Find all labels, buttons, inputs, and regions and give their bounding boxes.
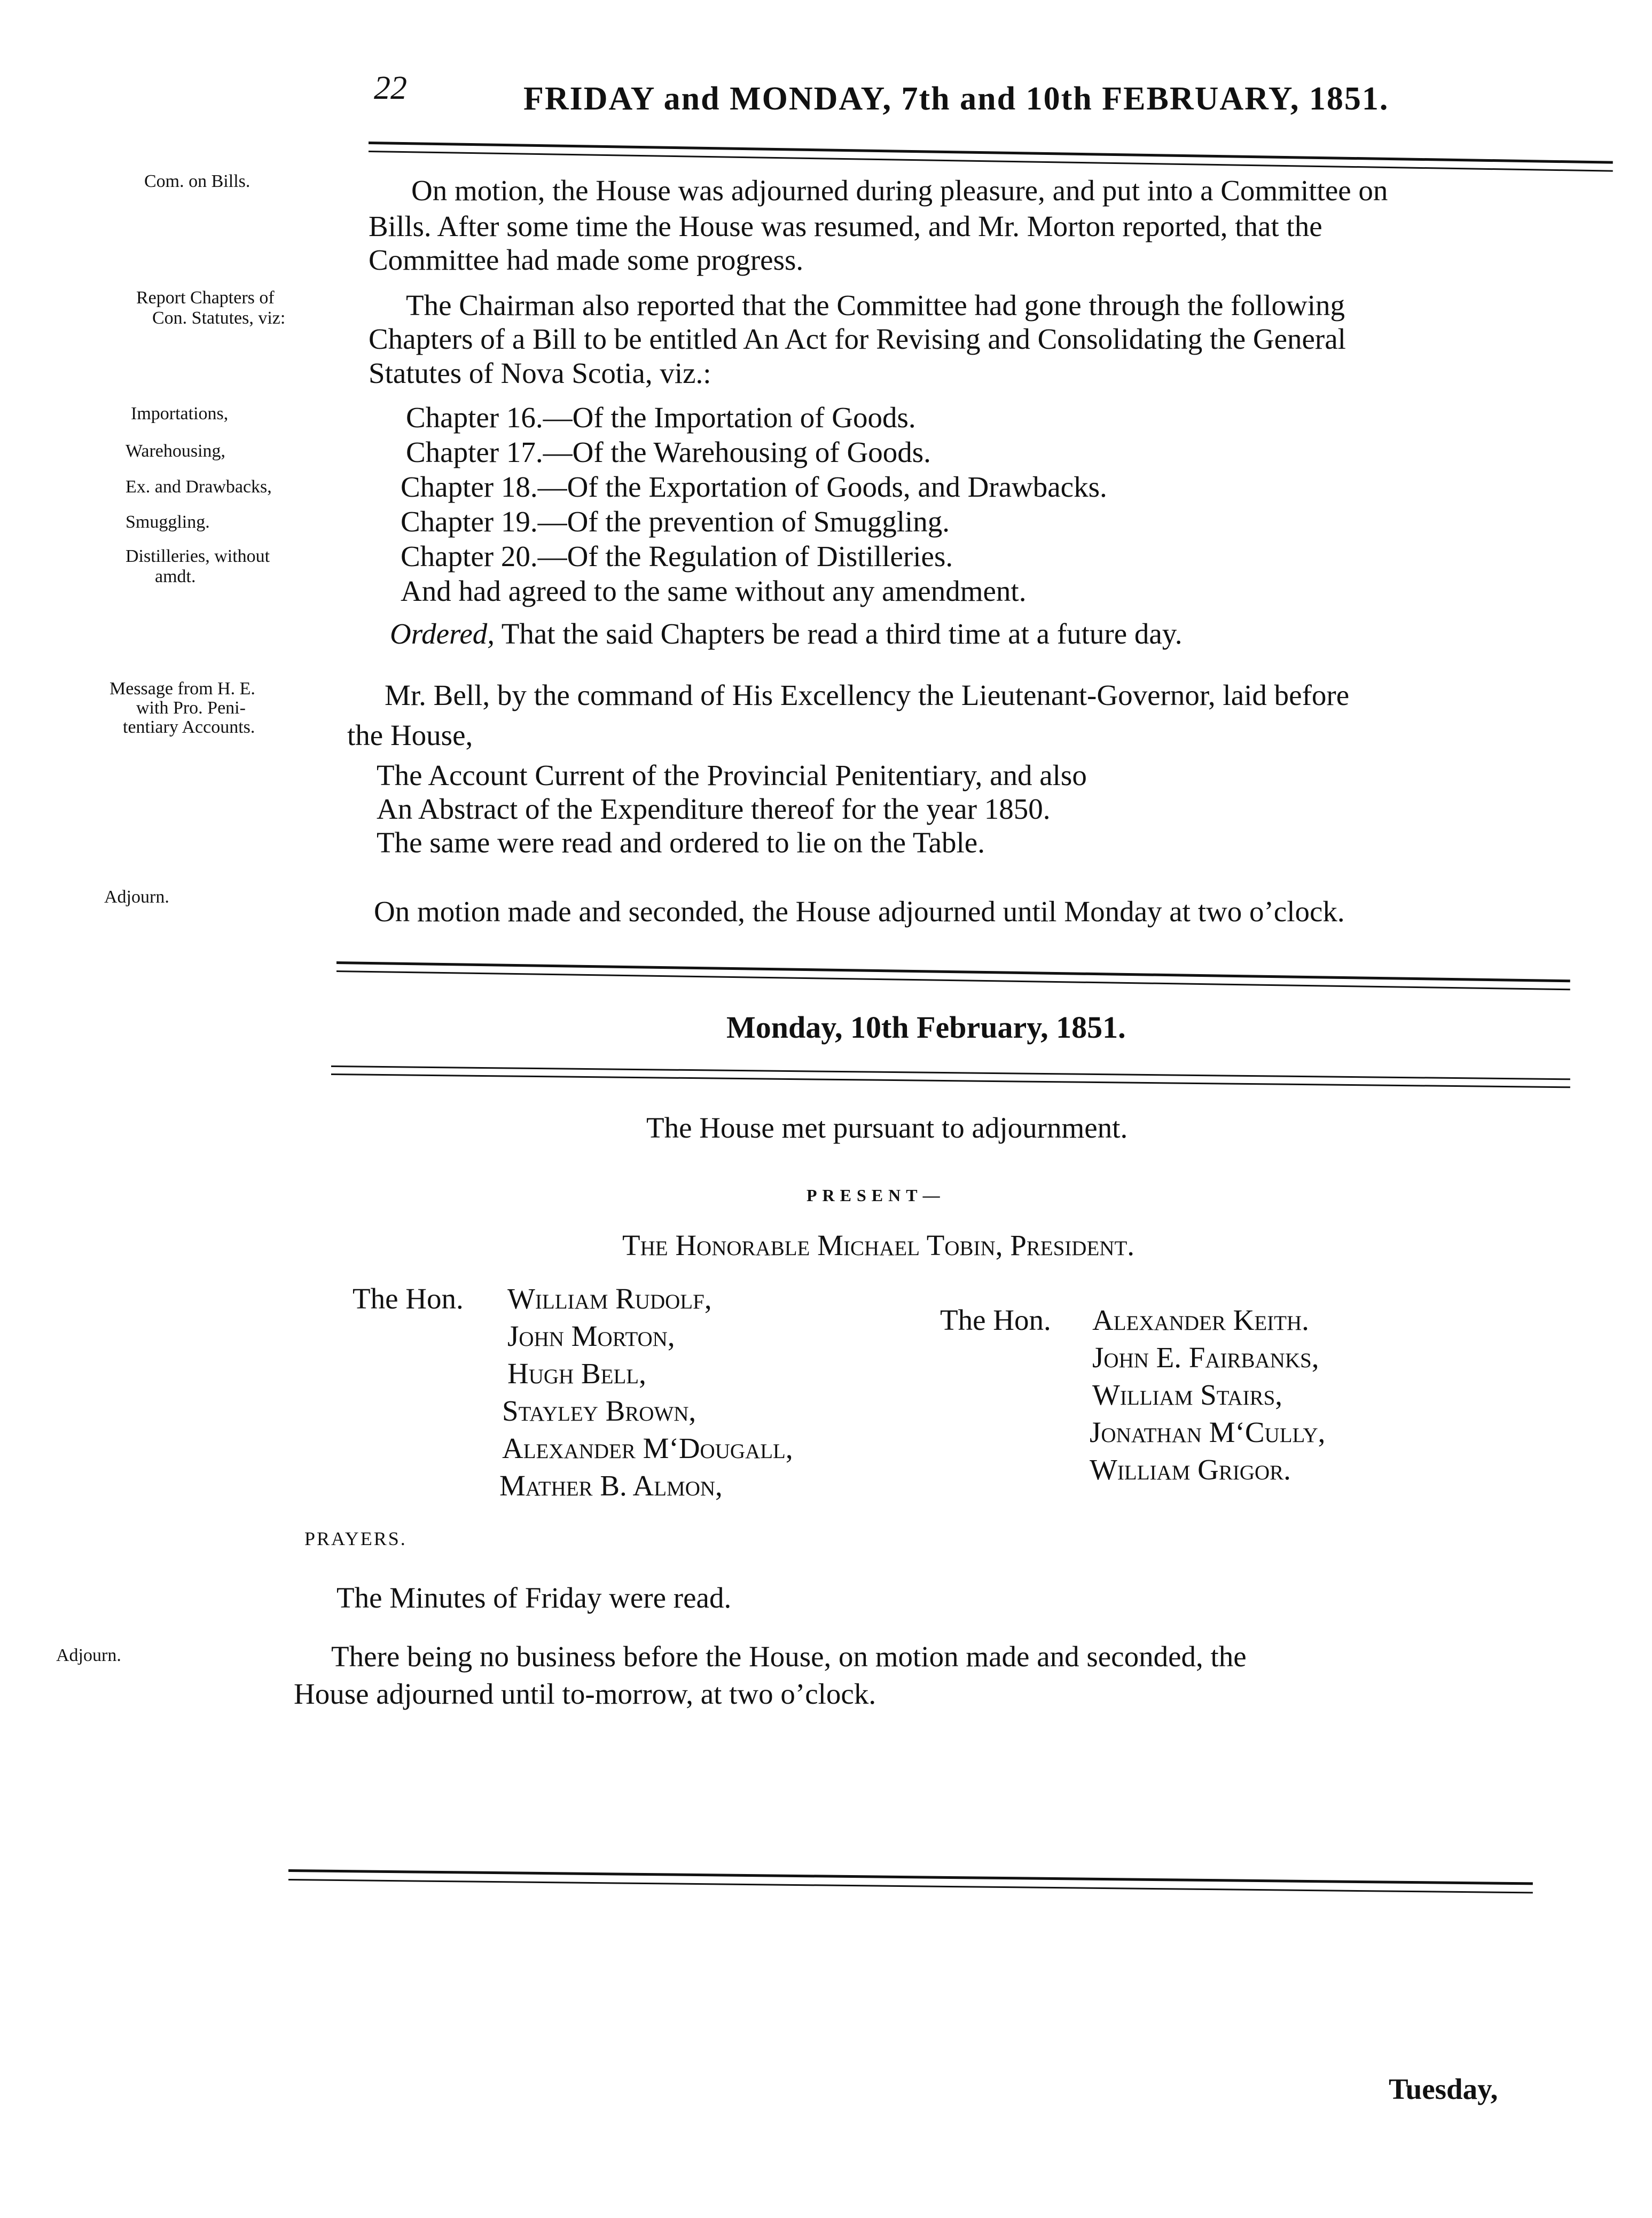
message-line-1: Mr. Bell, by the command of His Excellency the Lieutenant-Governor, laid before — [385, 679, 1350, 711]
monday-heading: Monday, 10th February, 1851. — [726, 1010, 1126, 1045]
right-member-5: William Grigor. — [1090, 1453, 1291, 1486]
catchword: Tuesday, — [1389, 2073, 1498, 2105]
chapter-20: Chapter 20.—Of the Regulation of Distilleries. — [401, 540, 953, 573]
left-member-1: William Rudolf, — [507, 1282, 712, 1315]
hon-left-label: The Hon. — [353, 1282, 464, 1315]
para2-line-3: Statutes of Nova Scotia, viz.: — [369, 357, 711, 389]
section-rule-1b — [336, 970, 1570, 990]
para1-line-1: On motion, the House was adjourned during pleasure, and put into a Committee on — [411, 174, 1388, 207]
chapter-17: Chapter 17.—Of the Warehousing of Goods. — [406, 436, 931, 468]
left-member-5: Alexander M‘Dougall, — [502, 1432, 793, 1464]
sidenote-message-3: tentiary Accounts. — [123, 717, 255, 737]
sidenote-distilleries-1: Distilleries, without — [126, 546, 270, 566]
final-line-1: There being no business before the House, on motion made and seconded, the — [331, 1640, 1247, 1673]
para2-line-1: The Chairman also reported that the Committee had gone through the following — [406, 289, 1345, 322]
left-member-3: Hugh Bell, — [507, 1357, 646, 1390]
left-member-4: Stayley Brown, — [502, 1394, 696, 1427]
met-line: The House met pursuant to adjournment. — [646, 1111, 1128, 1144]
left-member-6: Mather B. Almon, — [499, 1469, 723, 1502]
ordered-line — [390, 617, 1182, 650]
accounts-line-2: An Abstract of the Expenditure thereof for the year 1850. — [377, 793, 1051, 825]
sidenote-distilleries-2: amdt. — [155, 567, 196, 586]
chapter-18: Chapter 18.—Of the Exportation of Goods, and Drawbacks. — [401, 471, 1107, 503]
sidenote-message-2: with Pro. Peni- — [136, 698, 246, 718]
minutes-line: The Minutes of Friday were read. — [336, 1581, 732, 1614]
sidenote-adjourn-2: Adjourn. — [56, 1645, 121, 1665]
hon-right-label: The Hon. — [940, 1304, 1051, 1336]
sidenote-ex-drawbacks: Ex. and Drawbacks, — [126, 477, 272, 497]
sidenote-message-1: Message from H. E. — [109, 679, 255, 699]
chapter-16: Chapter 16.—Of the Importation of Goods. — [406, 401, 916, 434]
president-line — [622, 1228, 1134, 1262]
accounts-line-1: The Account Current of the Provincial Penitentiary, and also — [377, 759, 1087, 791]
closing-rule — [288, 1869, 1533, 1885]
message-line-2: the House, — [347, 719, 473, 751]
sidenote-report-chapters-1: Report Chapters of — [136, 288, 275, 308]
accounts-line-3: The same were read and ordered to lie on the Table. — [377, 826, 985, 859]
president-text: The Honorable Michael Tobin, President. — [622, 1229, 1135, 1261]
page-number: 22 — [374, 70, 407, 106]
sidenote-smuggling: Smuggling. — [126, 512, 210, 532]
sidenote-adjourn-1: Adjourn. — [104, 887, 169, 907]
sidenote-importations: Importations, — [131, 404, 229, 424]
right-member-1: Alexander Keith. — [1092, 1304, 1309, 1336]
page-header-title: FRIDAY and MONDAY, 7th and 10th FEBRUARY, 1851. — [523, 81, 1389, 117]
left-member-2: John Morton, — [507, 1320, 675, 1352]
right-member-2: John E. Fairbanks, — [1092, 1341, 1319, 1374]
right-member-3: William Stairs, — [1092, 1378, 1283, 1411]
para1-line-2: Bills. After some time the House was resumed, and Mr. Morton reported, that the — [369, 210, 1322, 242]
sidenote-report-chapters-2: Con. Statutes, viz: — [152, 308, 286, 328]
present-label: PRESENT— — [807, 1186, 945, 1205]
prayers-label: PRAYERS. — [304, 1528, 407, 1549]
agreed-line: And had agreed to the same without any amendment. — [401, 575, 1027, 607]
ordered-word: Ordered, — [390, 617, 495, 650]
right-member-4: Jonathan M‘Cully, — [1090, 1416, 1326, 1448]
monday-rule-top-2 — [331, 1073, 1570, 1088]
monday-rule-top — [331, 1065, 1570, 1080]
chapter-19: Chapter 19.—Of the prevention of Smuggling. — [401, 505, 950, 538]
final-line-2: House adjourned until to-morrow, at two o’clock. — [294, 1678, 876, 1710]
ordered-rest: That the said Chapters be read a third time at a future day. — [495, 617, 1183, 650]
friday-adjourn-line: On motion made and seconded, the House adjourned until Monday at two o’clock. — [374, 895, 1345, 928]
para2-line-2: Chapters of a Bill to be entitled An Act for Revising and Consolidating the General — [369, 323, 1346, 355]
para1-line-3: Committee had made some progress. — [369, 244, 804, 276]
sidenote-com-on-bills: Com. on Bills. — [144, 171, 250, 191]
sidenote-warehousing: Warehousing, — [126, 441, 226, 461]
